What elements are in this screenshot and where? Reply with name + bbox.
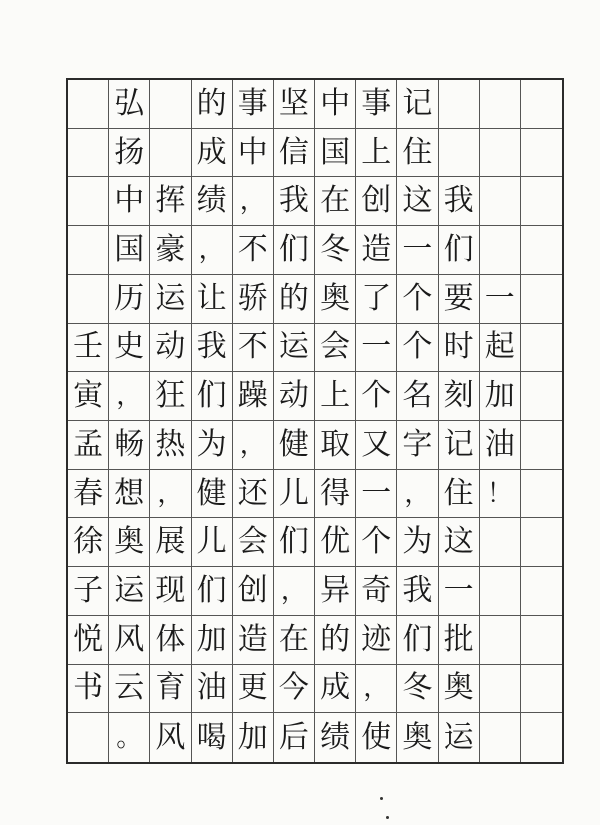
grid-cell: 历 bbox=[109, 275, 150, 324]
grid-cell bbox=[521, 275, 562, 324]
grid-cell: 得 bbox=[315, 470, 356, 519]
grid-cell: 悦 bbox=[68, 616, 109, 665]
grid-cell bbox=[480, 129, 521, 178]
grid-cell: 为 bbox=[192, 421, 233, 470]
grid-cell bbox=[521, 226, 562, 275]
grid-cell bbox=[68, 275, 109, 324]
grid-cell: 奥 bbox=[315, 275, 356, 324]
grid-cell: 弘 bbox=[109, 80, 150, 129]
grid-cell: 运 bbox=[150, 275, 191, 324]
grid-cell: 名 bbox=[397, 372, 438, 421]
grid-cell: 儿 bbox=[192, 518, 233, 567]
grid-cell: 创 bbox=[356, 177, 397, 226]
grid-cell: 们 bbox=[439, 226, 480, 275]
grid-cell: ， bbox=[192, 226, 233, 275]
grid-cell: 我 bbox=[274, 177, 315, 226]
grid-cell: 们 bbox=[397, 616, 438, 665]
grid-cell: 们 bbox=[192, 567, 233, 616]
grid-cell: 信 bbox=[274, 129, 315, 178]
grid-cell bbox=[521, 665, 562, 714]
grid-cell: 现 bbox=[150, 567, 191, 616]
grid-cell: 今 bbox=[274, 665, 315, 714]
grid-cell: 挥 bbox=[150, 177, 191, 226]
grid-cell: 狂 bbox=[150, 372, 191, 421]
grid-cell: 上 bbox=[356, 129, 397, 178]
grid-cell: 的 bbox=[274, 275, 315, 324]
grid-cell bbox=[480, 518, 521, 567]
grid-cell: 起 bbox=[480, 324, 521, 373]
grid-cell: 记 bbox=[439, 421, 480, 470]
grid-cell bbox=[68, 80, 109, 129]
grid-cell: 我 bbox=[397, 567, 438, 616]
grid-cell bbox=[521, 470, 562, 519]
grid-cell bbox=[521, 616, 562, 665]
grid-cell: 使 bbox=[356, 713, 397, 762]
grid-cell: 刻 bbox=[439, 372, 480, 421]
grid-cell: 迹 bbox=[356, 616, 397, 665]
grid-cell: 个 bbox=[356, 518, 397, 567]
grid-cell bbox=[68, 226, 109, 275]
grid-cell bbox=[439, 80, 480, 129]
grid-cell: 油 bbox=[192, 665, 233, 714]
grid-cell: 成 bbox=[315, 665, 356, 714]
grid-cell: ！ bbox=[480, 470, 521, 519]
grid-cell: 奇 bbox=[356, 567, 397, 616]
grid-cell: 创 bbox=[233, 567, 274, 616]
grid-cell bbox=[150, 129, 191, 178]
grid-cell: 中 bbox=[233, 129, 274, 178]
grid-cell bbox=[521, 421, 562, 470]
grid-cell: 的 bbox=[192, 80, 233, 129]
grid-cell: 更 bbox=[233, 665, 274, 714]
grid-cell: 孟 bbox=[68, 421, 109, 470]
grid-cell: 健 bbox=[274, 421, 315, 470]
grid-cell: ， bbox=[274, 567, 315, 616]
grid-cell: 奥 bbox=[109, 518, 150, 567]
grid-cell: 我 bbox=[439, 177, 480, 226]
grid-cell: 不 bbox=[233, 324, 274, 373]
grid-cell: 们 bbox=[274, 518, 315, 567]
grid-cell bbox=[521, 372, 562, 421]
grid-cell: 不 bbox=[233, 226, 274, 275]
grid-cell: 。 bbox=[109, 713, 150, 762]
grid-cell: 躁 bbox=[233, 372, 274, 421]
grid-cell bbox=[521, 324, 562, 373]
grid-cell: 展 bbox=[150, 518, 191, 567]
grid-cell: 我 bbox=[192, 324, 233, 373]
grid-cell: 畅 bbox=[109, 421, 150, 470]
grid-cell bbox=[480, 713, 521, 762]
grid-cell: 了 bbox=[356, 275, 397, 324]
grid-cell: 造 bbox=[233, 616, 274, 665]
grid-cell: ， bbox=[150, 470, 191, 519]
grid-cell: 们 bbox=[192, 372, 233, 421]
calligraphy-grid bbox=[66, 78, 564, 764]
grid-cell: 后 bbox=[274, 713, 315, 762]
grid-cell: 时 bbox=[439, 324, 480, 373]
grid-cell: 健 bbox=[192, 470, 233, 519]
grid-cell: 加 bbox=[480, 372, 521, 421]
grid-cell: 徐 bbox=[68, 518, 109, 567]
grid-cell: 一 bbox=[480, 275, 521, 324]
grid-cell bbox=[68, 713, 109, 762]
grid-cell: 中 bbox=[109, 177, 150, 226]
grid-cell: 一 bbox=[439, 567, 480, 616]
grid-cell: 个 bbox=[356, 372, 397, 421]
grid-cell: 上 bbox=[315, 372, 356, 421]
grid-cell: ， bbox=[109, 372, 150, 421]
grid-cell: 一 bbox=[397, 226, 438, 275]
grid-cell: 个 bbox=[397, 324, 438, 373]
grid-cell: 奥 bbox=[439, 665, 480, 714]
grid-cell: 住 bbox=[439, 470, 480, 519]
grid-cell: 事 bbox=[356, 80, 397, 129]
grid-cell bbox=[68, 177, 109, 226]
grid-cell: 还 bbox=[233, 470, 274, 519]
ink-dot bbox=[386, 816, 389, 819]
grid-cell bbox=[521, 567, 562, 616]
grid-cell: ， bbox=[356, 665, 397, 714]
grid-cell: 一 bbox=[356, 324, 397, 373]
grid-cell: 书 bbox=[68, 665, 109, 714]
grid-cell: 会 bbox=[315, 324, 356, 373]
grid-cell: 冬 bbox=[315, 226, 356, 275]
grid-cell: 运 bbox=[274, 324, 315, 373]
grid-cell: 批 bbox=[439, 616, 480, 665]
grid-cell: 在 bbox=[315, 177, 356, 226]
grid-cell bbox=[521, 518, 562, 567]
grid-cell bbox=[521, 713, 562, 762]
grid-cell: 这 bbox=[439, 518, 480, 567]
grid-cell bbox=[521, 80, 562, 129]
grid-cell: 喝 bbox=[192, 713, 233, 762]
grid-cell: 风 bbox=[109, 616, 150, 665]
grid-cell: 运 bbox=[109, 567, 150, 616]
grid-cell: 们 bbox=[274, 226, 315, 275]
grid-cell: 热 bbox=[150, 421, 191, 470]
grid-cell bbox=[68, 129, 109, 178]
grid-cell: 个 bbox=[397, 275, 438, 324]
grid-cell: ， bbox=[233, 421, 274, 470]
grid-cell: 国 bbox=[315, 129, 356, 178]
grid-cell: 记 bbox=[397, 80, 438, 129]
grid-cell: 要 bbox=[439, 275, 480, 324]
grid-cell: 史 bbox=[109, 324, 150, 373]
grid-cell: 动 bbox=[274, 372, 315, 421]
grid-cell: 绩 bbox=[315, 713, 356, 762]
grid-cell: 绩 bbox=[192, 177, 233, 226]
grid-cell: 事 bbox=[233, 80, 274, 129]
grid-cell: 异 bbox=[315, 567, 356, 616]
grid-cell bbox=[521, 177, 562, 226]
grid-cell: ， bbox=[397, 470, 438, 519]
grid-cell: 风 bbox=[150, 713, 191, 762]
grid-cell: 国 bbox=[109, 226, 150, 275]
grid-cell: 又 bbox=[356, 421, 397, 470]
grid-cell: 壬 bbox=[68, 324, 109, 373]
grid-cell: 这 bbox=[397, 177, 438, 226]
grid-cell bbox=[521, 129, 562, 178]
grid-cell bbox=[480, 226, 521, 275]
grid-cell: 加 bbox=[233, 713, 274, 762]
grid-cell bbox=[480, 567, 521, 616]
grid-cell: ， bbox=[233, 177, 274, 226]
ink-dot bbox=[380, 797, 383, 800]
grid-cell: 云 bbox=[109, 665, 150, 714]
grid-cell: 豪 bbox=[150, 226, 191, 275]
grid-cell: 住 bbox=[397, 129, 438, 178]
grid-cell: 冬 bbox=[397, 665, 438, 714]
grid-cell bbox=[480, 80, 521, 129]
grid-cell: 优 bbox=[315, 518, 356, 567]
grid-cell: 会 bbox=[233, 518, 274, 567]
grid-cell: 的 bbox=[315, 616, 356, 665]
grid-cell bbox=[480, 616, 521, 665]
grid-cell: 在 bbox=[274, 616, 315, 665]
grid-cell: 坚 bbox=[274, 80, 315, 129]
grid-cell: 造 bbox=[356, 226, 397, 275]
grid-cell: 育 bbox=[150, 665, 191, 714]
grid-cell bbox=[480, 665, 521, 714]
grid-cell: 春 bbox=[68, 470, 109, 519]
grid-cell: 寅 bbox=[68, 372, 109, 421]
grid-cell: 取 bbox=[315, 421, 356, 470]
grid-cell: 想 bbox=[109, 470, 150, 519]
grid-cell: 成 bbox=[192, 129, 233, 178]
grid-cell: 一 bbox=[356, 470, 397, 519]
grid-cell: 子 bbox=[68, 567, 109, 616]
grid-cell bbox=[480, 177, 521, 226]
grid-cell: 油 bbox=[480, 421, 521, 470]
grid-cell: 儿 bbox=[274, 470, 315, 519]
grid-cell: 字 bbox=[397, 421, 438, 470]
grid-cell: 扬 bbox=[109, 129, 150, 178]
grid-cell: 运 bbox=[439, 713, 480, 762]
grid-cell: 中 bbox=[315, 80, 356, 129]
grid-cell bbox=[439, 129, 480, 178]
grid-cell: 加 bbox=[192, 616, 233, 665]
grid-cell: 奥 bbox=[397, 713, 438, 762]
grid-cell: 让 bbox=[192, 275, 233, 324]
grid-cell: 为 bbox=[397, 518, 438, 567]
grid-cell: 骄 bbox=[233, 275, 274, 324]
grid-cell: 动 bbox=[150, 324, 191, 373]
grid-cell: 体 bbox=[150, 616, 191, 665]
grid-cell bbox=[150, 80, 191, 129]
